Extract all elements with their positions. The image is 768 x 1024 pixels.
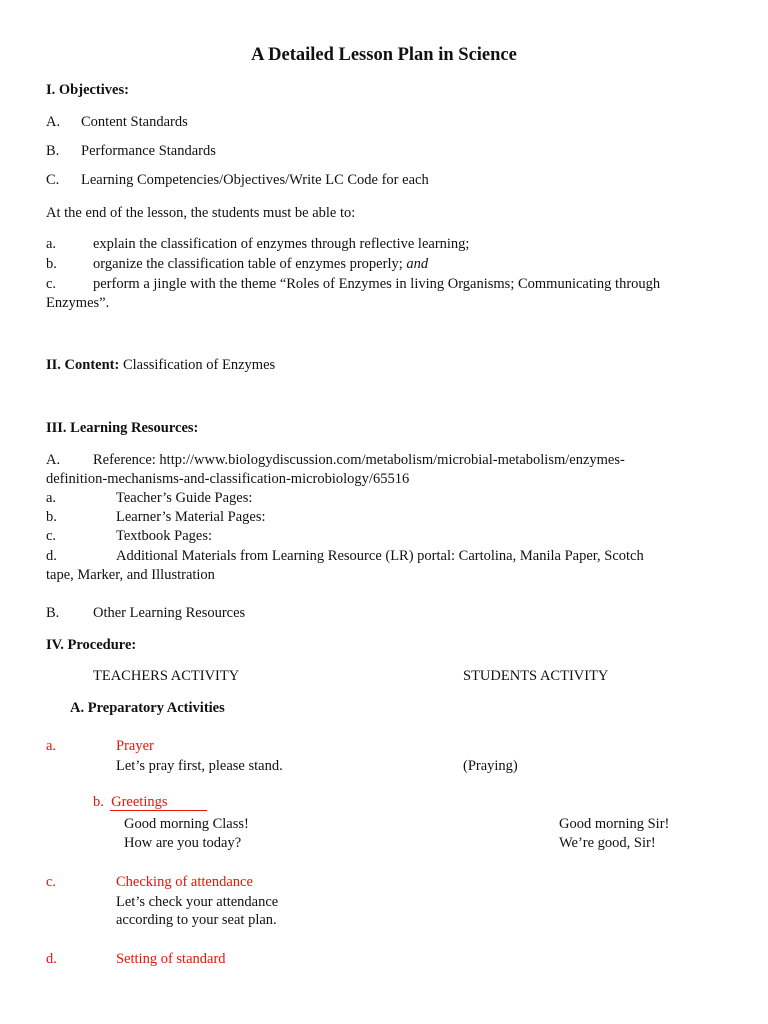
students-column-header: STUDENTS ACTIVITY <box>463 668 609 684</box>
greetings-underline <box>110 810 207 811</box>
resources-heading: III. Learning Resources: <box>46 420 199 436</box>
goal-text: explain the classification of enzymes through reflective learning; <box>93 236 470 252</box>
goal-suffix: and <box>406 256 429 272</box>
resource-label: b. <box>46 509 57 525</box>
greetings-student-line: Good morning Sir! <box>559 816 670 832</box>
resource-label: a. <box>46 490 57 506</box>
prayer-teacher-line: Let’s pray first, please stand. <box>116 758 283 774</box>
resource-text: Learner’s Material Pages: <box>116 509 266 525</box>
objective-label: B. <box>46 143 60 159</box>
resource-label: d. <box>46 548 57 564</box>
objectives-intro: At the end of the lesson, the students must be able to: <box>46 205 356 221</box>
objective-label: C. <box>46 172 60 188</box>
other-resources-text: Other Learning Resources <box>93 605 246 621</box>
standard-label: d. <box>46 951 57 967</box>
greetings-label: b. <box>93 794 104 810</box>
attendance-teacher-line: according to your seat plan. <box>116 912 277 928</box>
greetings-teacher-line: How are you today? <box>124 835 242 851</box>
goal-continuation: Enzymes”. <box>46 295 110 311</box>
page-title: A Detailed Lesson Plan in Science <box>251 45 517 65</box>
greetings-title: Greetings <box>111 794 168 810</box>
resource-continuation: tape, Marker, and Illustration <box>46 567 215 583</box>
goal-text: perform a jingle with the theme “Roles of Enzymes in living Organisms; Communicating through <box>93 276 661 292</box>
teachers-column-header: TEACHERS ACTIVITY <box>93 668 240 684</box>
objective-text: Learning Competencies/Objectives/Write LC Code for each <box>81 172 429 188</box>
attendance-label: c. <box>46 874 57 890</box>
goal-label: a. <box>46 236 57 252</box>
content-text: Classification of Enzymes <box>122 357 276 373</box>
resource-label: c. <box>46 528 57 544</box>
reference-text: Reference: http://www.biologydiscussion.com/metabolism/microbial-metabolism/enzymes- <box>93 452 625 468</box>
greetings-student-line: We’re good, Sir! <box>559 835 656 851</box>
goal-label: b. <box>46 256 57 272</box>
goal-label: c. <box>46 276 57 292</box>
resource-text: Teacher’s Guide Pages: <box>116 490 253 506</box>
objective-text: Performance Standards <box>81 143 216 159</box>
prayer-student-line: (Praying) <box>463 758 518 774</box>
reference-label: A. <box>46 452 61 468</box>
prayer-title: Prayer <box>116 738 154 754</box>
attendance-teacher-line: Let’s check your attendance <box>116 894 279 910</box>
greetings-teacher-line: Good morning Class! <box>124 816 249 832</box>
standard-title: Setting of standard <box>116 951 226 967</box>
reference-continuation: definition-mechanisms-and-classification-microbiology/65516 <box>46 471 410 487</box>
content-section <box>46 356 275 374</box>
content-heading: II. Content: <box>46 357 120 373</box>
goal-text: organize the classification table of enzymes properly; and <box>93 256 429 272</box>
other-resources-label: B. <box>46 605 60 621</box>
resource-text: Textbook Pages: <box>116 528 213 544</box>
attendance-title: Checking of attendance <box>116 874 253 890</box>
objectives-heading: I. Objectives: <box>46 82 129 98</box>
resource-text: Additional Materials from Learning Resource (LR) portal: Cartolina, Manila Paper, Scotch <box>116 548 644 564</box>
preparatory-heading: A. Preparatory Activities <box>70 700 225 716</box>
procedure-heading: IV. Procedure: <box>46 637 137 653</box>
greetings-heading <box>93 793 168 811</box>
objective-label: A. <box>46 114 61 130</box>
objective-text: Content Standards <box>81 114 188 130</box>
prayer-label: a. <box>46 738 57 754</box>
